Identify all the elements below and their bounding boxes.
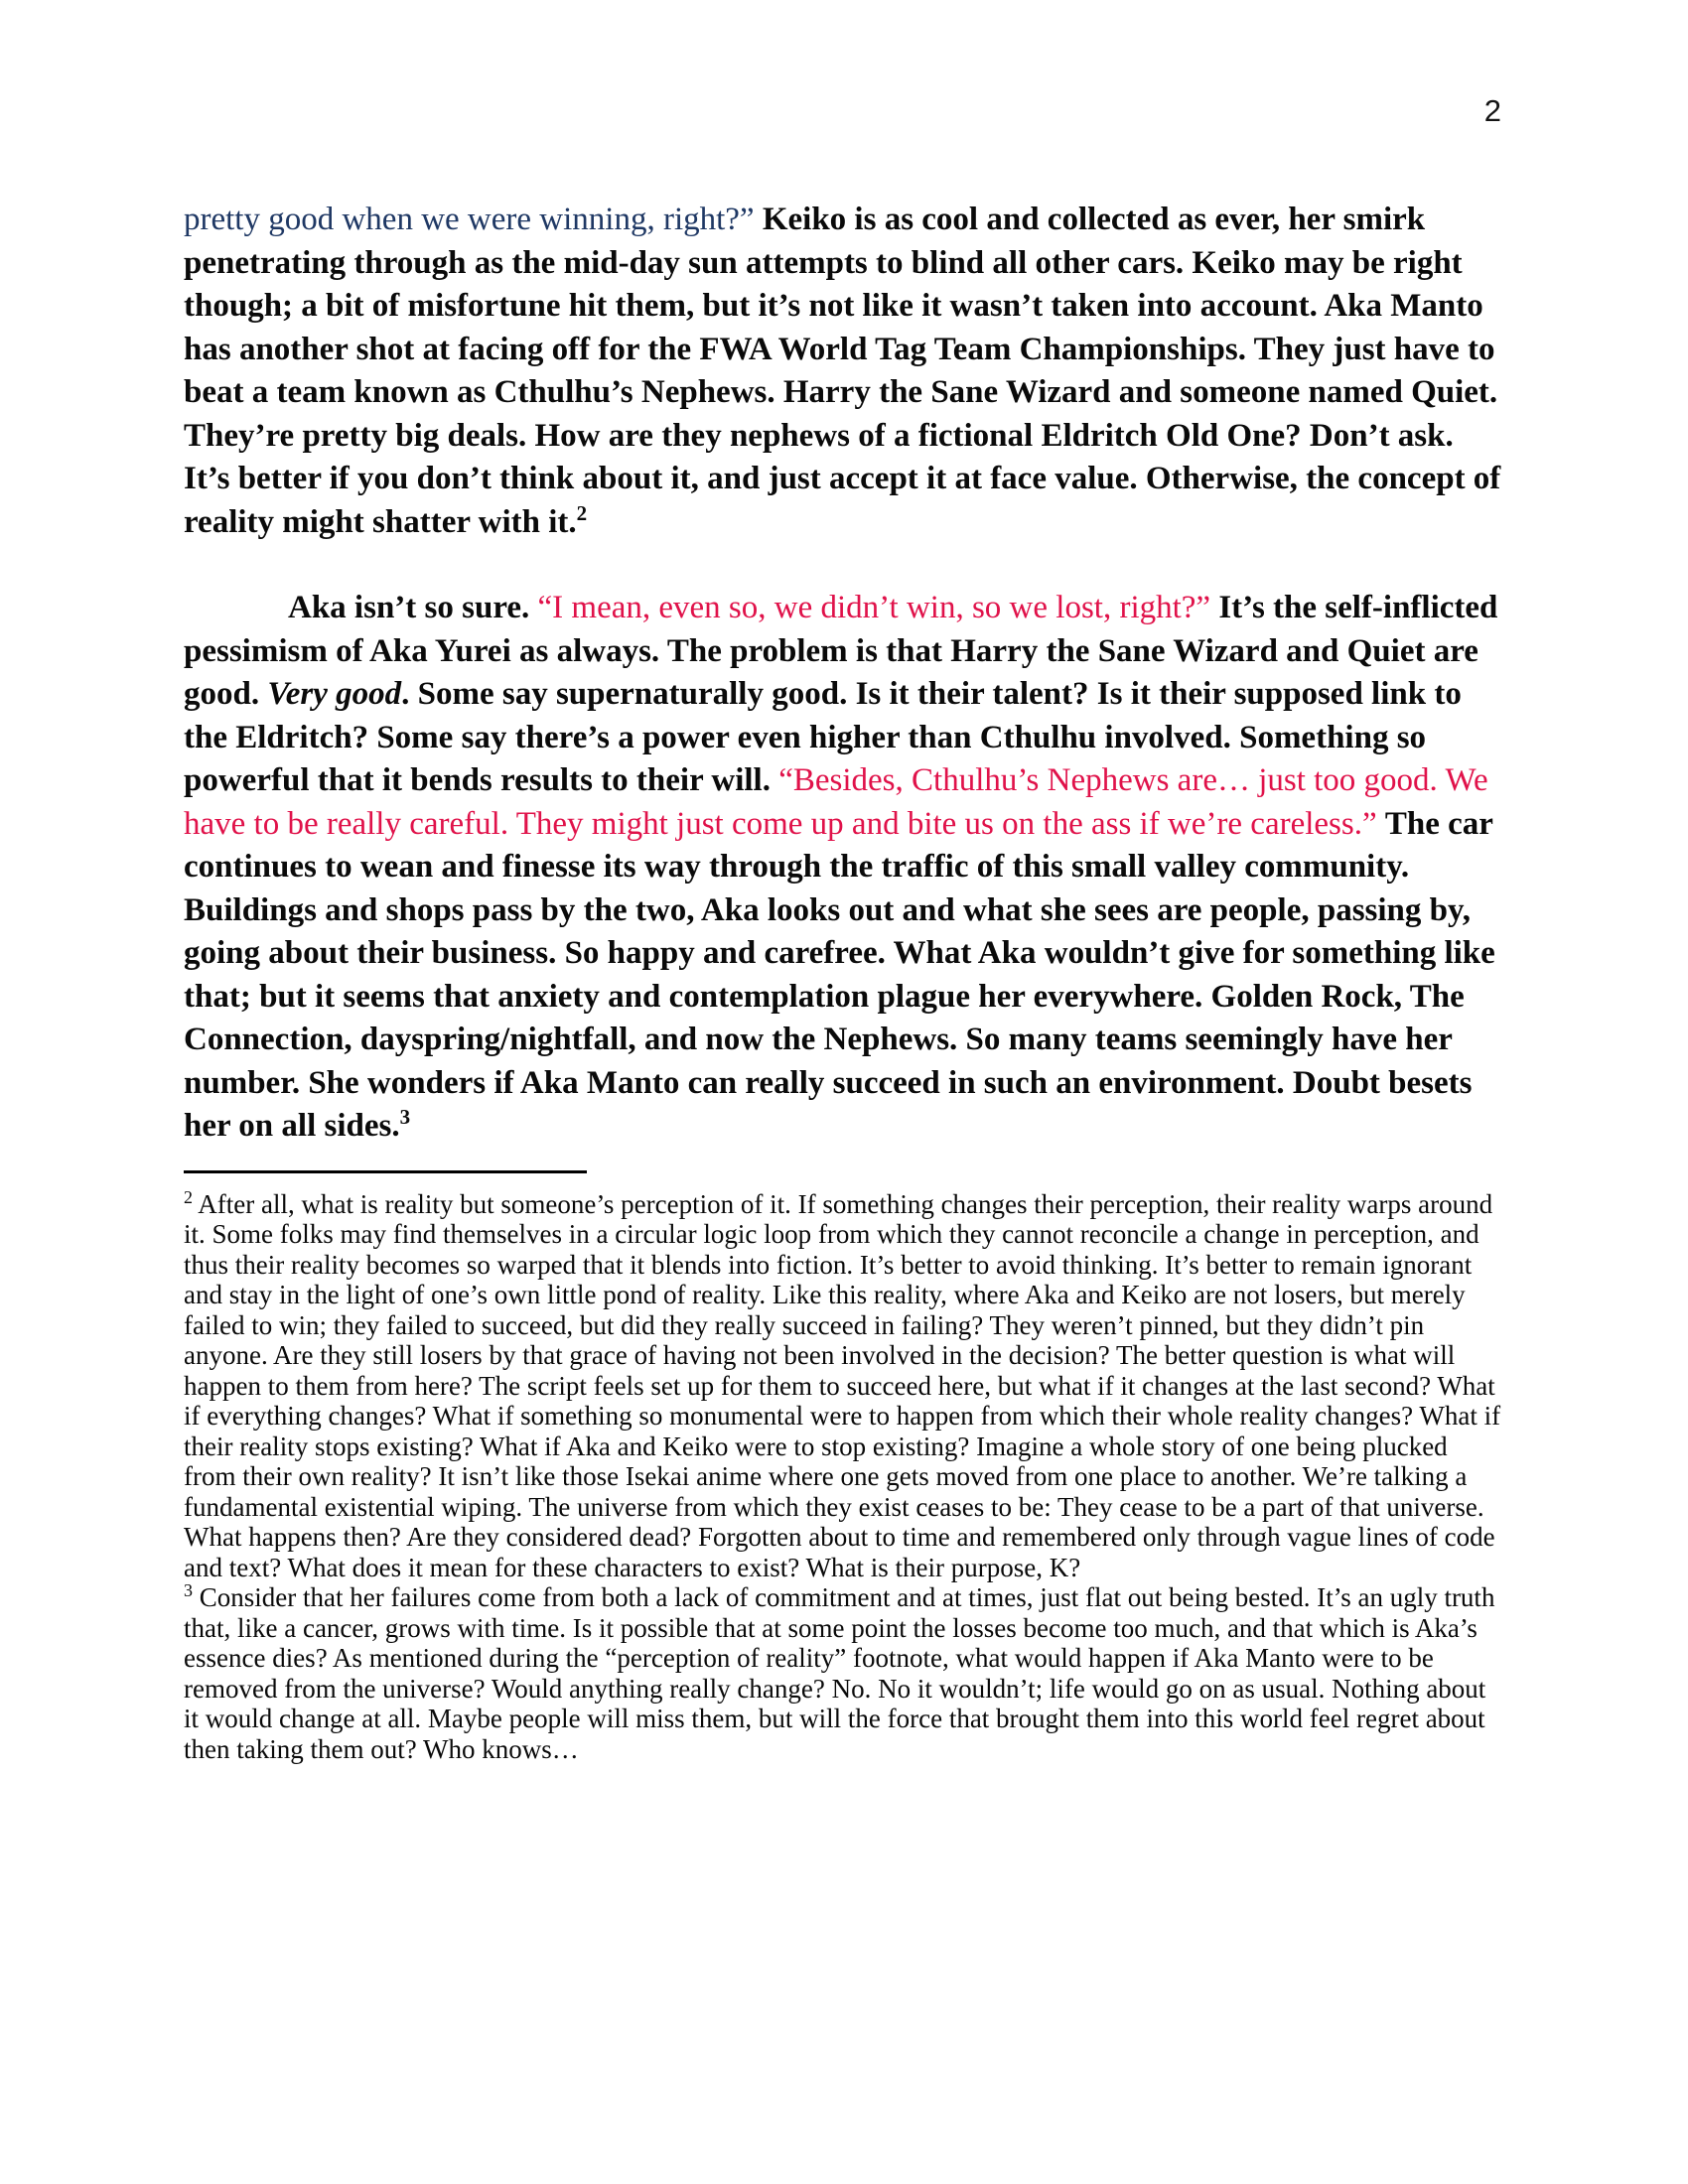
footnote-reference: 3 bbox=[399, 1105, 411, 1129]
text-segment-bold: . Some say supernaturally good. Is it their talent? Is it their supposed link to the Eldritch? Some say there’s a power even higher than Cthulhu involved. Something so powerful that it bends results to their will. bbox=[184, 676, 1462, 798]
footnote-3: $^3$ Consider that her failures come from both a lack of commitment and at times, just flat out being bested. It’s an ugly truth that, like a cancer, grows with time. Is it possible that at some point the losses become too much, and that which is Aka’s essence dies? As mentioned during the “perception of reality” footnote, what would happen if Aka Manto were to be removed from the universe? Would anything really change? No. No it wouldn’t; life would go on as usual. Nothing about it would change at all. Maybe people will miss them, but will the force that brought them into this world feel regret about then taking them out? Who knows… bbox=[184, 1580, 1495, 1764]
text-segment-red-quote: “Besides, Cthulhu’s Nephews are… just too good. We have to be really careful. They might just come up and bite us on the ass if we’re careless.” bbox=[184, 762, 1488, 842]
text-segment-bold: Aka isn’t so sure. bbox=[288, 590, 538, 625]
footnote-2: $^2$ After all, what is reality but someone’s perception of it. If something changes their perception, their reality warps around it. Some folks may find themselves in a circular logic loop from which they cannot reconcile a change in perception, and thus their reality becomes so warped that it blends into fiction. It’s better to avoid thinking. It’s better to remain ignorant and stay in the light of one’s own little pond of reality. Like this reality, where Aka and Keiko are not losers, but merely failed to win; they failed to succeed, but did they really succeed in failing? They weren’t pinned, but they didn’t pin anyone. Are they still losers by that grace of having not been involved in the decision? The better question is what will happen to them from here? The script feels set up for them to succeed here, but what if it changes at the last second? What if everything changes? What if something so monumental were to happen from which their whole reality changes? What if their reality stops existing? What if Aka and Keiko were to stop existing? Imagine a whole story of one being plucked from their own reality? It isn’t like those Isekai anime where one gets moved from one place to another. We’re talking a fundamental existential wiping. The universe from which they exist ceases to be: They cease to be a part of that universe. What happens then? Are they considered dead? Forgotten about to time and remembered only through vague lines of code and text? What does it mean for these characters to exist? What is their purpose, K? bbox=[184, 1186, 1501, 1582]
paragraph bbox=[184, 587, 1504, 1149]
body-text bbox=[184, 199, 1504, 1149]
footnotes bbox=[184, 1186, 1504, 1765]
footnote-reference: 2 bbox=[576, 500, 588, 525]
footnote-separator bbox=[184, 1170, 587, 1173]
footnote-marker: 2 bbox=[184, 1186, 193, 1207]
paragraph bbox=[184, 199, 1504, 544]
text-segment-bold-italic: Very good bbox=[267, 676, 402, 712]
footnote-marker: 3 bbox=[184, 1580, 193, 1600]
page-content bbox=[184, 199, 1504, 1764]
text-segment-bold: It’s the self-inflicted pessimism of Aka Yurei as always. The problem is that Harry the Sane Wizard and Quiet are good. bbox=[184, 590, 1498, 712]
text-segment-red-quote: “I mean, even so, we didn’t win, so we lost, right?” bbox=[537, 590, 1219, 625]
text-segment-bold: Keiko is as cool and collected as ever, her smirk penetrating through as the mid-day sun attempts to blind all other cars. Keiko may be right though; a bit of misfortune hit them, but it’s not like it wasn’t taken into account. Aka Manto has another shot at facing off for the FWA World Tag Team Championships. They just have to beat a team known as Cthulhu’s Nephews. Harry the Sane Wizard and someone named Quiet. They’re pretty big deals. How are they nephews of a fictional Eldritch Old One? Don’t ask. It’s better if you don’t think about it, and just accept it at face value. Otherwise, the concept of reality might shatter with it. bbox=[184, 202, 1501, 540]
text-segment-blue-quote: pretty good when we were winning, right?” bbox=[184, 202, 763, 237]
text-segment-bold: The car continues to wean and finesse its way through the traffic of this small valley community. Buildings and shops pass by the two, Aka looks out and what she sees are people, passing by, going about their business. So happy and carefree. What Aka wouldn’t give for something like that; but it seems that anxiety and contemplation plague her everywhere. Golden Rock, The Connection, dayspring/nightfall, and now the Nephews. So many teams seemingly have her number. She wonders if Aka Manto can really succeed in such an environment. Doubt besets her on all sides. bbox=[184, 805, 1495, 1144]
page-number: 2 bbox=[1483, 93, 1501, 128]
